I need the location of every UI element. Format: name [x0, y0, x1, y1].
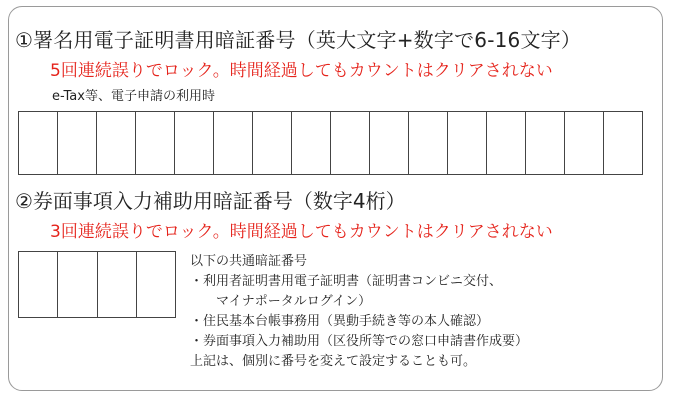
signature-pin-title: ①署名用電子証明書用暗証番号（英大文字+数字で6-16文字）	[15, 28, 582, 52]
pin-char-box[interactable]	[136, 112, 175, 174]
pin-char-box[interactable]	[565, 112, 604, 174]
card-info-pin-entry-boxes	[18, 251, 176, 318]
pin-char-box[interactable]	[448, 112, 487, 174]
signature-pin-entry-boxes	[18, 111, 643, 175]
signature-pin-usage: e-Tax等、電子申請の利用時	[52, 89, 215, 104]
pin-char-box[interactable]	[19, 112, 58, 174]
pin-char-box[interactable]	[214, 112, 253, 174]
notes-line: 以下の共通暗証番号	[190, 254, 308, 269]
pin-char-box[interactable]	[370, 112, 409, 174]
notes-line: ・住民基本台帳事務用（異動手続き等の本人確認）	[190, 314, 490, 329]
pin-char-box[interactable]	[175, 112, 214, 174]
shared-pin-notes	[190, 252, 528, 372]
pin-char-box[interactable]	[253, 112, 292, 174]
pin-digit-box[interactable]	[98, 252, 137, 317]
pin-char-box[interactable]	[487, 112, 526, 174]
notes-line: マイナポータルログイン）	[216, 294, 372, 309]
pin-digit-box[interactable]	[19, 252, 58, 317]
pin-char-box[interactable]	[526, 112, 565, 174]
notes-line: ・券面事項入力補助用（区役所等での窓口申請書作成要）	[190, 334, 529, 349]
card-info-pin-lock-warning: 3回連続誤りでロック。時間経過してもカウントはクリアされない	[50, 222, 553, 242]
pin-char-box[interactable]	[292, 112, 331, 174]
pin-char-box[interactable]	[604, 112, 642, 174]
pin-digit-box[interactable]	[137, 252, 175, 317]
pin-char-box[interactable]	[58, 112, 97, 174]
signature-pin-lock-warning: 5回連続誤りでロック。時間経過してもカウントはクリアされない	[50, 61, 553, 81]
pin-char-box[interactable]	[331, 112, 370, 174]
pin-char-box[interactable]	[97, 112, 136, 174]
notes-line: 上記は、個別に番号を変えて設定することも可。	[190, 354, 477, 369]
pin-digit-box[interactable]	[58, 252, 97, 317]
pin-char-box[interactable]	[409, 112, 448, 174]
card-info-pin-title: ②券面事項入力補助用暗証番号（数字4桁）	[15, 189, 406, 213]
notes-line: ・利用者証明書用電子証明書（証明書コンビニ交付、	[190, 274, 503, 289]
